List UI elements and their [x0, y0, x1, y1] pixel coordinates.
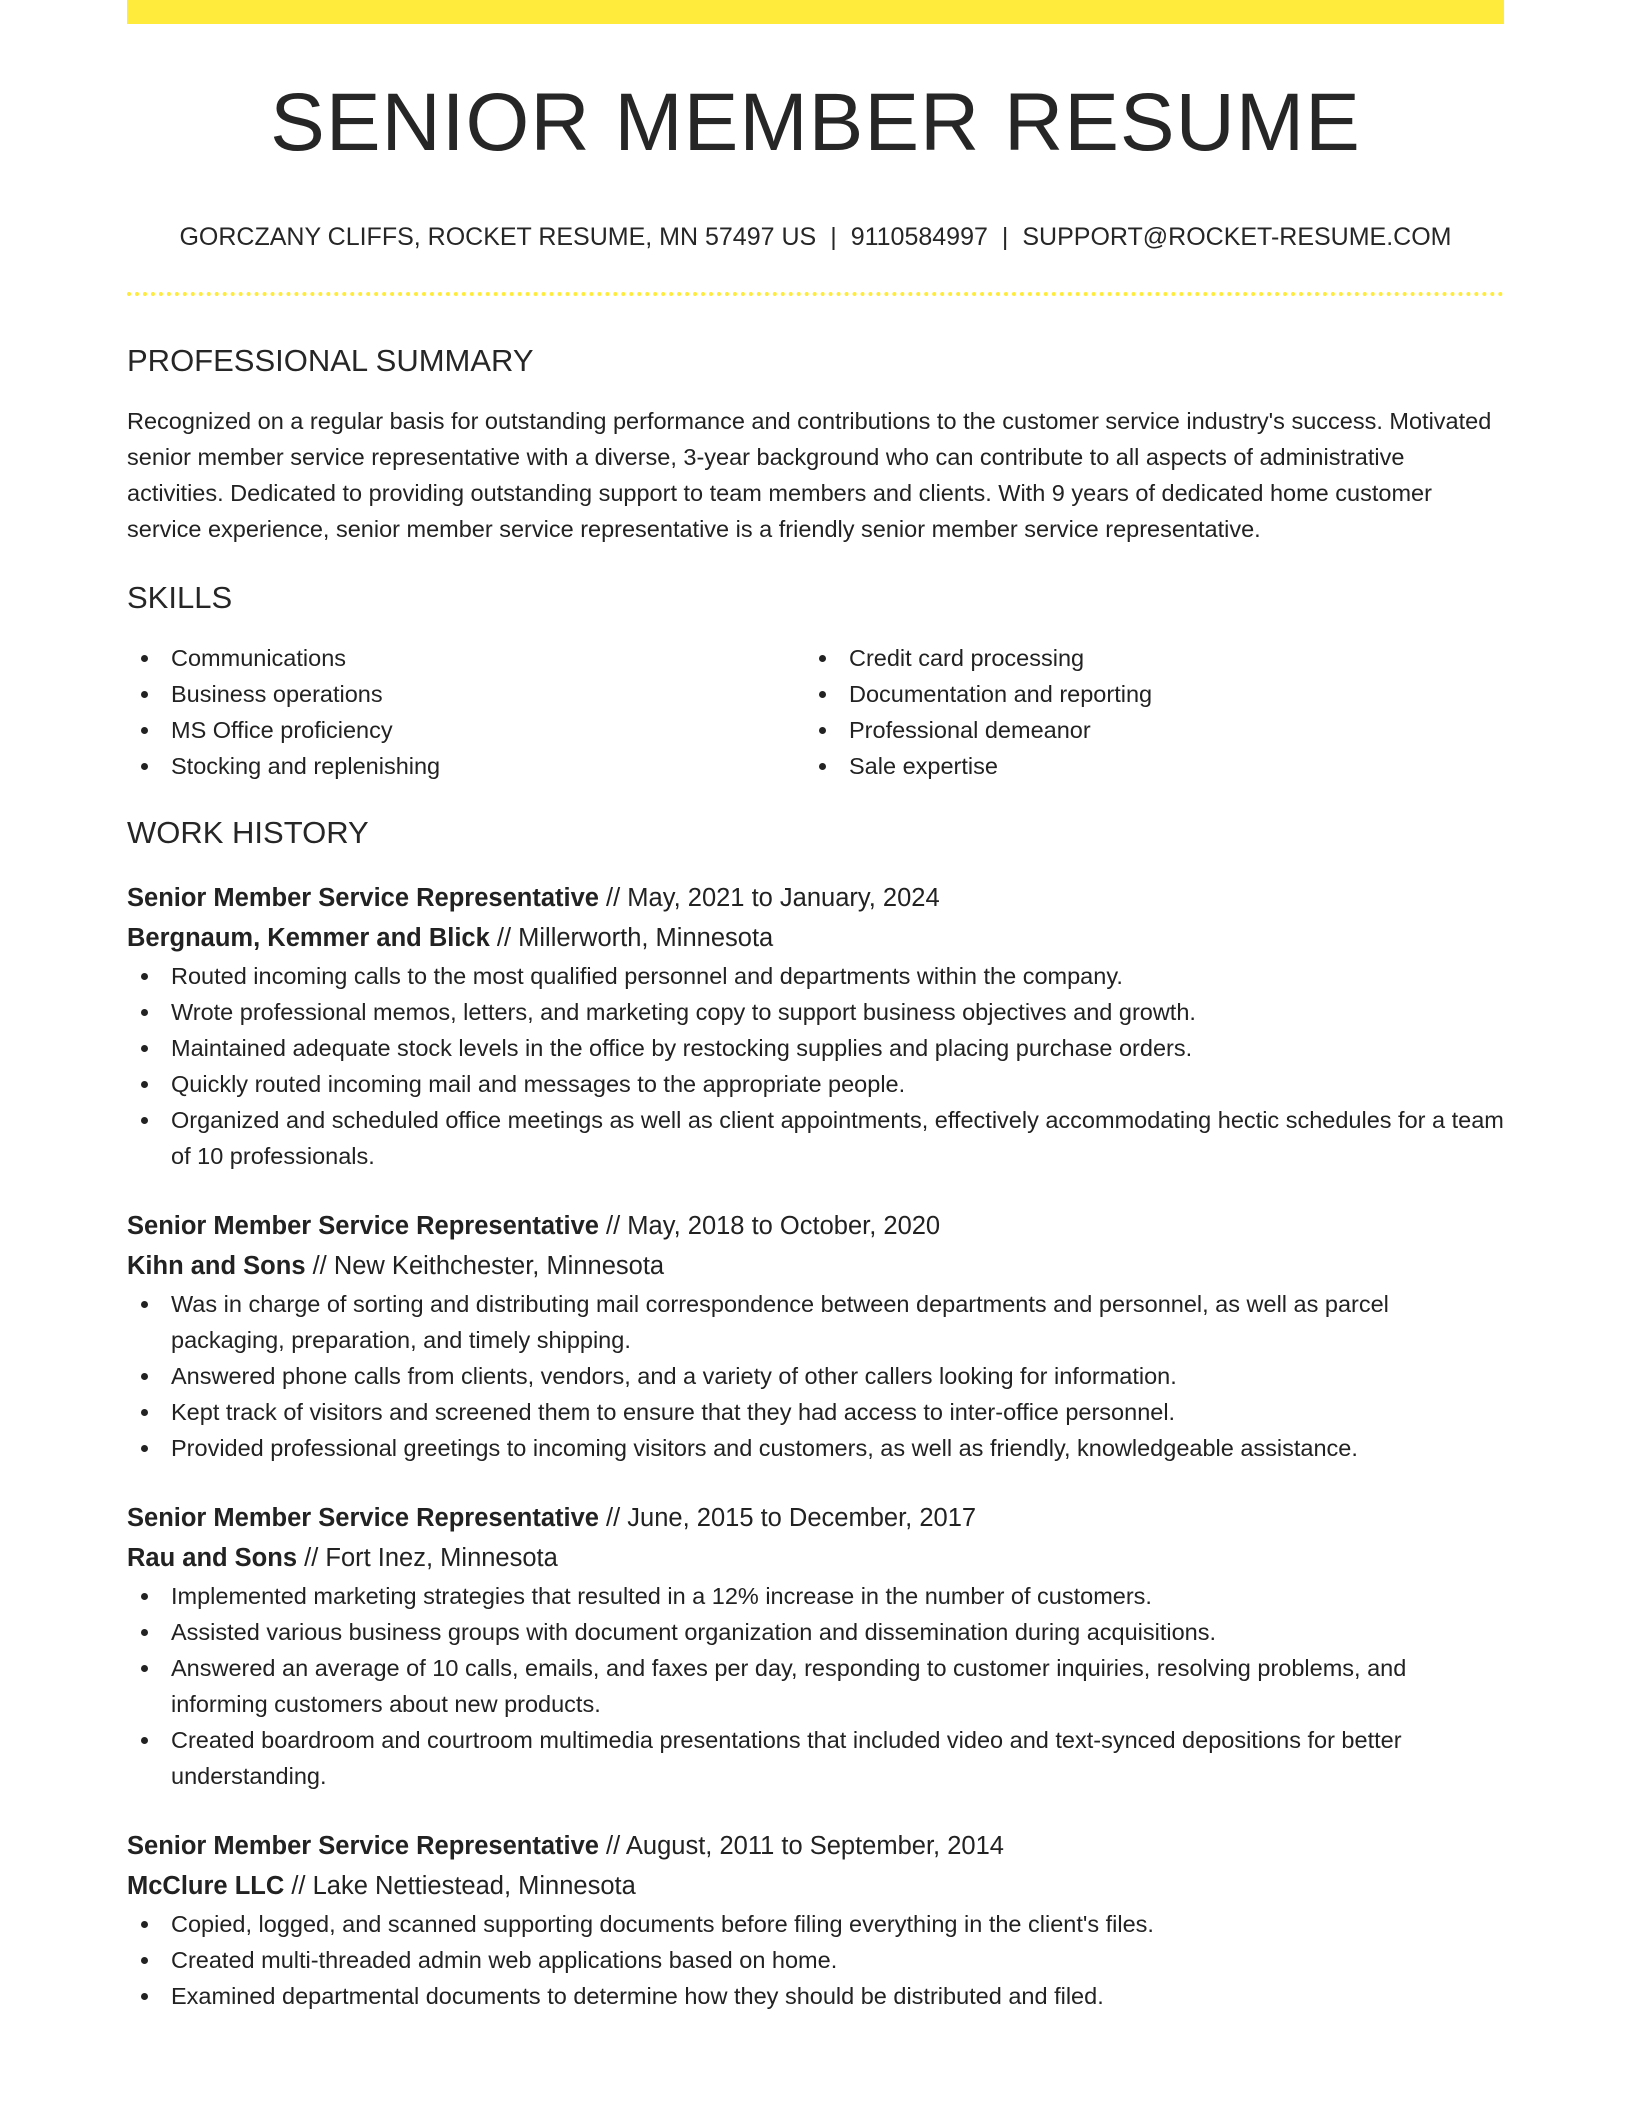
- job-location: // Lake Nettiestead, Minnesota: [284, 1871, 636, 1900]
- job-dates: // August, 2011 to September, 2014: [598, 1831, 1004, 1860]
- work-history-heading: WORK HISTORY: [127, 815, 369, 851]
- skill-item: MS Office proficiency: [127, 712, 805, 748]
- duty-item: Copied, logged, and scanned supporting documents before filing everything in the client's files.: [127, 1906, 1504, 1942]
- header-divider: [127, 292, 1504, 296]
- job-company: Bergnaum, Kemmer and Blick: [127, 923, 490, 952]
- duty-item: Answered an average of 10 calls, emails, and faxes per day, responding to customer inquiries, resolving problems, and informing customers about new products.: [127, 1650, 1504, 1722]
- job-dates: // May, 2021 to January, 2024: [598, 883, 940, 912]
- job-entry: [127, 878, 1504, 1174]
- skills-heading: SKILLS: [127, 580, 233, 616]
- duty-item: Kept track of visitors and screened them to ensure that they had access to inter-office personnel.: [127, 1394, 1504, 1430]
- job-dates: // May, 2018 to October, 2020: [598, 1211, 941, 1240]
- summary-heading: PROFESSIONAL SUMMARY: [127, 343, 534, 378]
- job-company-line: [127, 918, 1504, 958]
- job-duties: [127, 1286, 1504, 1466]
- skill-item: Credit card processing: [805, 640, 1483, 676]
- job-entry: [127, 1498, 1504, 1794]
- job-company: Rau and Sons: [127, 1543, 298, 1572]
- duty-item: Assisted various business groups with document organization and dissemination during acquisitions.: [127, 1614, 1504, 1650]
- duty-item: Wrote professional memos, letters, and marketing copy to support business objectives and growth.: [127, 994, 1504, 1030]
- skill-item: Professional demeanor: [805, 712, 1483, 748]
- job-role: Senior Member Service Representative: [127, 1831, 599, 1860]
- contact-phone: 9110584997: [850, 223, 988, 251]
- duty-item: Maintained adequate stock levels in the office by restocking supplies and placing purchase orders.: [127, 1030, 1504, 1066]
- job-role-line: [127, 1498, 1504, 1538]
- job-company-line: [127, 1866, 1504, 1906]
- skill-item: Business operations: [127, 676, 805, 712]
- job-location: // Fort Inez, Minnesota: [297, 1543, 558, 1572]
- resume-title: SENIOR MEMBER RESUME: [270, 77, 1361, 168]
- duty-item: Created boardroom and courtroom multimedia presentations that included video and text-synced depositions for better understanding.: [127, 1722, 1504, 1794]
- duty-item: Provided professional greetings to incoming visitors and customers, as well as friendly, knowledgeable assistance.: [127, 1430, 1504, 1466]
- skill-item: Sale expertise: [805, 748, 1483, 784]
- duty-item: Organized and scheduled office meetings as well as client appointments, effectively accommodating hectic schedules for a team of 10 professionals.: [127, 1102, 1504, 1174]
- contact-separator: |: [1001, 223, 1009, 251]
- job-company: McClure LLC: [127, 1871, 285, 1900]
- skill-item: Communications: [127, 640, 805, 676]
- skills-grid: [127, 640, 1504, 784]
- duty-item: Was in charge of sorting and distributing mail correspondence between departments and personnel, as well as parcel packaging, preparation, and timely shipping.: [127, 1286, 1504, 1358]
- job-company: Kihn and Sons: [127, 1251, 306, 1280]
- job-role: Senior Member Service Representative: [127, 883, 599, 912]
- job-duties: [127, 1906, 1504, 2014]
- skills-column-left: [127, 640, 805, 784]
- duty-item: Created multi-threaded admin web applications based on home.: [127, 1942, 1504, 1978]
- job-role: Senior Member Service Representative: [127, 1211, 599, 1240]
- job-duties: [127, 958, 1504, 1174]
- job-role-line: [127, 1206, 1504, 1246]
- duty-item: Quickly routed incoming mail and messages to the appropriate people.: [127, 1066, 1504, 1102]
- job-role-line: [127, 878, 1504, 918]
- skills-column-right: [805, 640, 1483, 784]
- contact-separator: |: [830, 223, 837, 251]
- job-entry: [127, 1826, 1504, 2014]
- duty-item: Examined departmental documents to determine how they should be distributed and filed.: [127, 1978, 1504, 2014]
- duty-item: Implemented marketing strategies that resulted in a 12% increase in the number of customers.: [127, 1578, 1504, 1614]
- resume-page: [127, 0, 1504, 2014]
- contact-email: SUPPORT@ROCKET-RESUME.COM: [1022, 223, 1452, 251]
- summary-text: Recognized on a regular basis for outstanding performance and contributions to the customer service industry's success. Motivated senior member service representative with a diverse, 3-year background who can contribute to all aspects of administrative activities. Dedicated to providing outstanding support to team members and clients. With 9 years of dedicated home customer service experience, senior member service representative is a friendly senior member service representative.: [127, 408, 1492, 543]
- skill-item: Stocking and replenishing: [127, 748, 805, 784]
- job-location: // New Keithchester, Minnesota: [305, 1251, 665, 1280]
- duty-item: Answered phone calls from clients, vendors, and a variety of other callers looking for information.: [127, 1358, 1504, 1394]
- job-company-line: [127, 1246, 1504, 1286]
- skill-item: Documentation and reporting: [805, 676, 1483, 712]
- contact-address: GORCZANY CLIFFS, ROCKET RESUME, MN 57497 US: [179, 223, 817, 251]
- job-entry: [127, 1206, 1504, 1466]
- accent-bar: [127, 0, 1504, 24]
- duty-item: Routed incoming calls to the most qualified personnel and departments within the company.: [127, 958, 1504, 994]
- job-role-line: [127, 1826, 1504, 1866]
- job-dates: // June, 2015 to December, 2017: [598, 1503, 977, 1532]
- job-duties: [127, 1578, 1504, 1794]
- job-location: // Millerworth, Minnesota: [489, 923, 774, 952]
- job-company-line: [127, 1538, 1504, 1578]
- job-role: Senior Member Service Representative: [127, 1503, 599, 1532]
- contact-line: [127, 222, 1504, 252]
